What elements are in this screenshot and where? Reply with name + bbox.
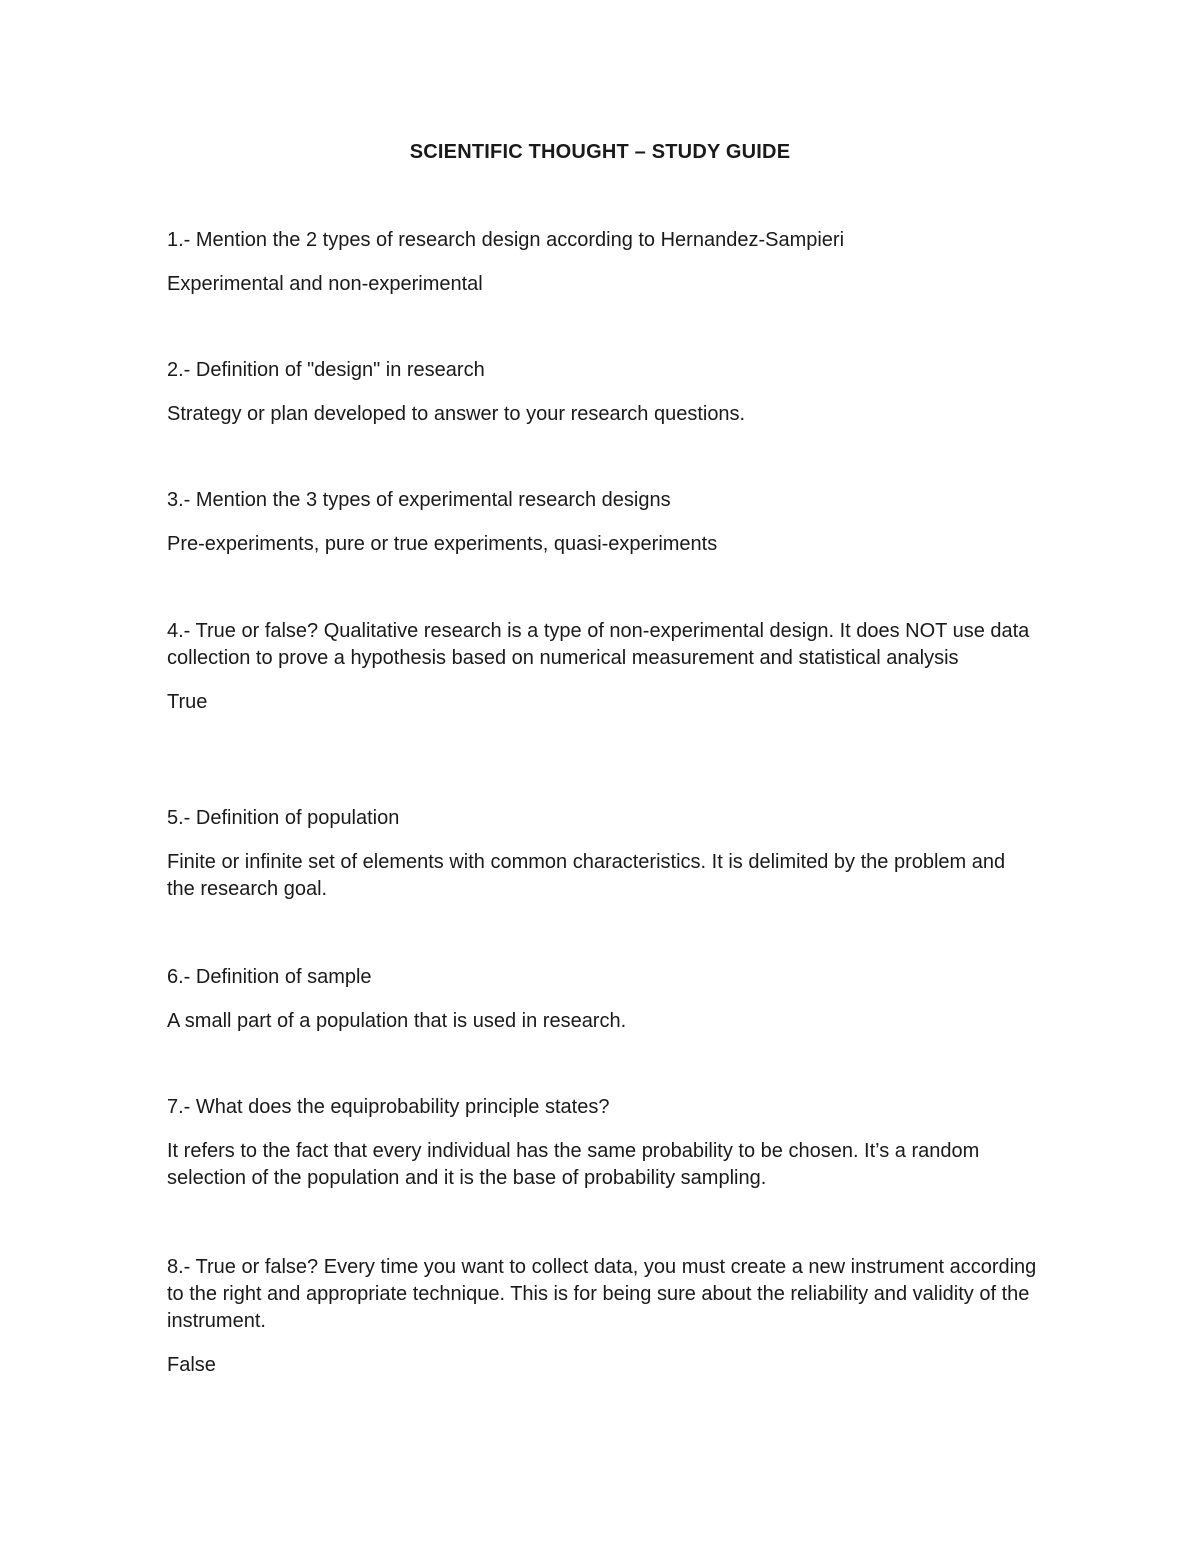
question-6: 6.- Definition of sample — [167, 966, 372, 988]
question-block-8 — [167, 1254, 1037, 1379]
question-block-1 — [167, 227, 1037, 298]
question-block-4 — [167, 618, 1037, 716]
question-4: 4.- True or false? Qualitative research is a type of non-experimental design. It does NOT use data collection to prove a hypothesis based on numerical measurement and statistical analysis — [167, 620, 1030, 669]
answer-8: False — [167, 1354, 216, 1376]
question-block-2 — [167, 357, 1037, 428]
answer-5: Finite or infinite set of elements with common characteristics. It is delimited by the problem and the research goal. — [167, 851, 1006, 900]
answer-1: Experimental and non-experimental — [167, 273, 483, 295]
answer-3: Pre-experiments, pure or true experiments, quasi-experiments — [167, 533, 718, 555]
answer-6: A small part of a population that is used in research. — [167, 1010, 627, 1032]
document-title: SCIENTIFIC THOUGHT – STUDY GUIDE — [409, 141, 791, 163]
question-2: 2.- Definition of "design" in research — [167, 359, 485, 381]
question-7: 7.- What does the equiprobability principle states? — [167, 1096, 610, 1118]
question-block-3 — [167, 487, 1037, 558]
question-1: 1.- Mention the 2 types of research design according to Hernandez-Sampieri — [167, 229, 845, 251]
question-8: 8.- True or false? Every time you want to collect data, you must create a new instrument according to the right and appropriate technique. This is for being sure about the reliability and validity of the instrument. — [167, 1256, 1037, 1332]
question-block-7 — [167, 1094, 1037, 1192]
question-block-5 — [167, 805, 1037, 903]
question-5: 5.- Definition of population — [167, 807, 400, 829]
answer-4: True — [167, 691, 208, 713]
question-3: 3.- Mention the 3 types of experimental research designs — [167, 489, 671, 511]
answer-7: It refers to the fact that every individual has the same probability to be chosen. It’s a random selection of the population and it is the base of probability sampling. — [167, 1140, 980, 1189]
answer-2: Strategy or plan developed to answer to your research questions. — [167, 403, 746, 425]
question-block-6 — [167, 964, 1037, 1035]
